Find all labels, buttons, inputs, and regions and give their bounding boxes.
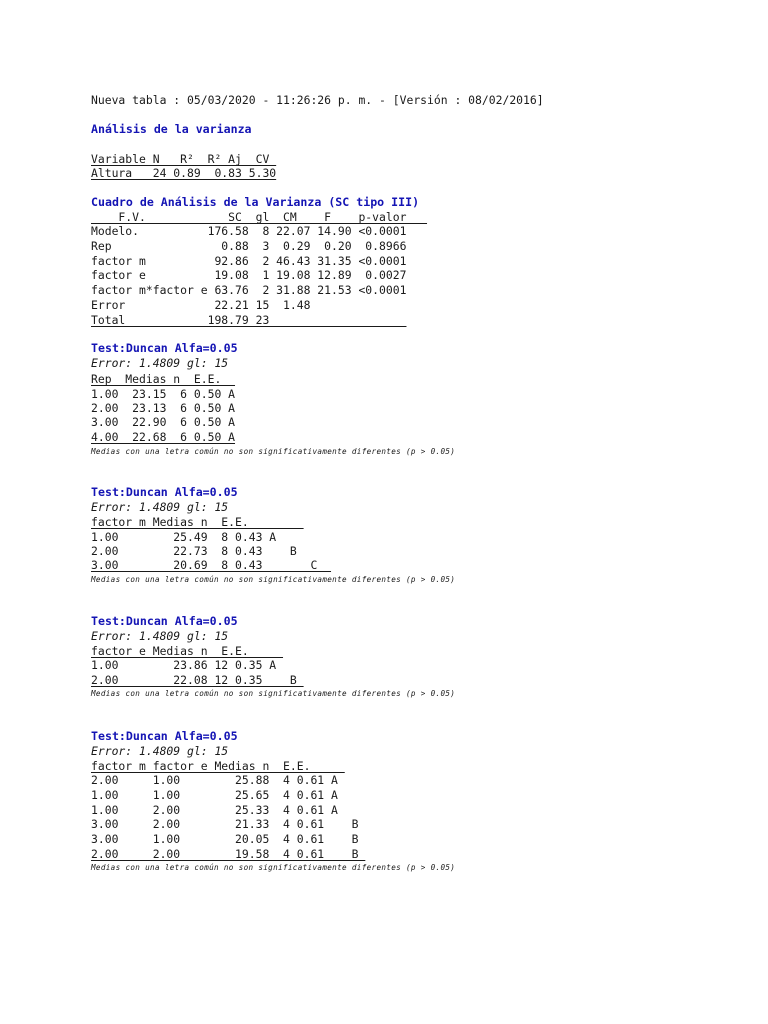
summary-row: Altura 24 0.89 0.83 5.30 xyxy=(91,166,277,180)
cuadro-row: factor m 92.86 2 46.43 31.35 <0.0001 xyxy=(91,254,407,268)
test-row: 3.00 1.00 20.05 4 0.61 B xyxy=(91,832,366,846)
test-row: 1.00 23.15 6 0.50 A xyxy=(91,387,236,401)
test-note: Medias con una letra común no son significativamente diferentes (p > 0.05) xyxy=(91,689,456,698)
test-row: 2.00 1.00 25.88 4 0.61 A xyxy=(91,773,366,787)
test-header: factor m factor e Medias n E.E. xyxy=(91,759,345,773)
test-error: Error: 1.4809 gl: 15 xyxy=(91,356,229,370)
anova-title: Análisis de la varianza xyxy=(91,122,252,136)
test-row: 2.00 2.00 19.58 4 0.61 B xyxy=(91,847,366,861)
cuadro-row: Rep 0.88 3 0.29 0.20 0.8966 xyxy=(91,239,407,253)
test-header: factor e Medias n E.E. xyxy=(91,644,284,658)
test-row: 1.00 1.00 25.65 4 0.61 A xyxy=(91,788,366,802)
cuadro-row: Error 22.21 15 1.48 xyxy=(91,298,407,312)
test-row: 3.00 2.00 21.33 4 0.61 B xyxy=(91,817,366,831)
cuadro-header: F.V. SC gl CM F p-valor xyxy=(91,210,428,224)
report-header: Nueva tabla : 05/03/2020 - 11:26:26 p. m. - [Versión : 08/02/2016] xyxy=(91,93,544,107)
test-note: Medias con una letra común no son significativamente diferentes (p > 0.05) xyxy=(91,863,456,872)
cuadro-row: Modelo. 176.58 8 22.07 14.90 <0.0001 xyxy=(91,224,407,238)
test-row: 2.00 23.13 6 0.50 A xyxy=(91,401,236,415)
cuadro-row: factor m*factor e 63.76 2 31.88 21.53 <0.0001 xyxy=(91,283,407,297)
test-row: 2.00 22.73 8 0.43 B xyxy=(91,544,332,558)
test-title: Test:Duncan Alfa=0.05 xyxy=(91,729,238,743)
test-error: Error: 1.4809 gl: 15 xyxy=(91,744,229,758)
test-row: 1.00 2.00 25.33 4 0.61 A xyxy=(91,803,366,817)
cuadro-row: Total 198.79 23 xyxy=(91,313,407,327)
test-row: 1.00 25.49 8 0.43 A xyxy=(91,530,332,544)
test-note: Medias con una letra común no son significativamente diferentes (p > 0.05) xyxy=(91,447,456,456)
test-row: 2.00 22.08 12 0.35 B xyxy=(91,673,304,687)
test-header: Rep Medias n E.E. xyxy=(91,372,236,386)
test-note: Medias con una letra común no son significativamente diferentes (p > 0.05) xyxy=(91,575,456,584)
test-error: Error: 1.4809 gl: 15 xyxy=(91,629,229,643)
summary-header: Variable N R² R² Aj CV xyxy=(91,152,277,166)
test-title: Test:Duncan Alfa=0.05 xyxy=(91,614,238,628)
test-error: Error: 1.4809 gl: 15 xyxy=(91,500,229,514)
test-title: Test:Duncan Alfa=0.05 xyxy=(91,485,238,499)
cuadro-title: Cuadro de Análisis de la Varianza (SC tipo III) xyxy=(91,195,420,209)
test-title: Test:Duncan Alfa=0.05 xyxy=(91,341,238,355)
test-row: 3.00 20.69 8 0.43 C xyxy=(91,558,332,572)
test-row: 1.00 23.86 12 0.35 A xyxy=(91,658,304,672)
test-row: 4.00 22.68 6 0.50 A xyxy=(91,430,236,444)
test-header: factor m Medias n E.E. xyxy=(91,515,304,529)
test-row: 3.00 22.90 6 0.50 A xyxy=(91,415,236,429)
cuadro-row: factor e 19.08 1 19.08 12.89 0.0027 xyxy=(91,268,407,282)
